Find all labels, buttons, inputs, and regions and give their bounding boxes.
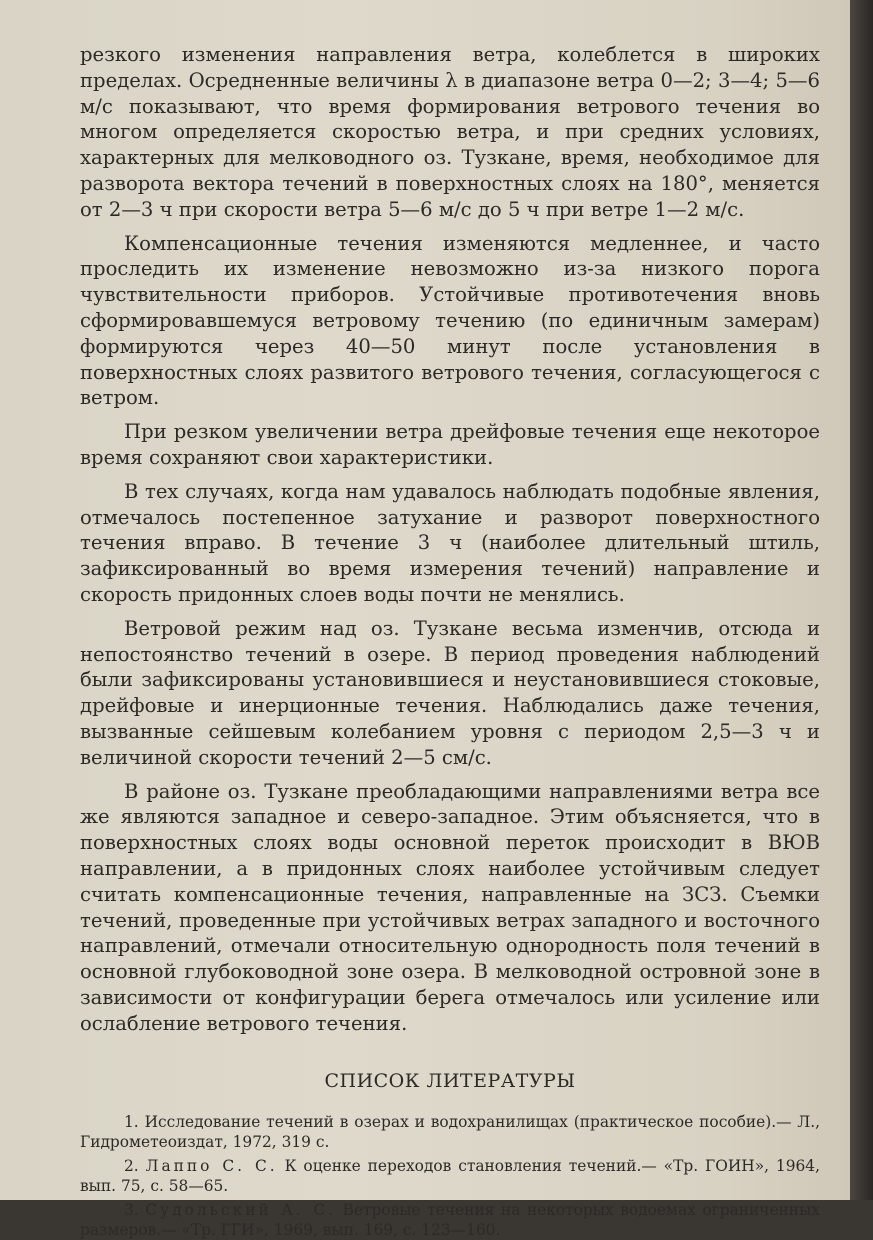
reference-author: Судольский А. С. <box>145 1201 337 1220</box>
reference-item: 3. Судольский А. С. Ветровые течения на некоторых водоемах ограниченных размеров.— «Тр. ГГИ», 1969, вып. 169, с. 123—160. <box>80 1201 820 1240</box>
reference-item: 2. Лаппо С. С. К оценке переходов становления течений.— «Тр. ГОИН», 1964, вып. 75, с. 58—65. <box>80 1157 820 1196</box>
body-text <box>80 42 820 1036</box>
paragraph-compensation-currents: Компенсационные течения изменяются медленнее, и часто проследить их изменение невозможно из-за низкого порога чувствительности приборов. Устойчивые противотечения вновь сформировавшемуся ветровому течению (по единичным замерам) формируются через 40—50 минут после установления в поверхностных слоях развитого ветрового течения, согласующегося с ветром. <box>80 231 820 410</box>
page-edge-shadow <box>850 0 873 1200</box>
reference-author: Лаппо С. С. <box>145 1157 278 1176</box>
reference-item: 1. Исследование течений в озерах и водохранилищах (практическое пособие).— Л., Гидрометеоиздат, 1972, 319 с. <box>80 1113 820 1152</box>
paragraph-continued: резкого изменения направления ветра, колеблется в широких пределах. Осредненные величины λ в диапазоне ветра 0—2; 3—4; 5—6 м/с показывают, что время формирования ветрового течения во многом определяется скоростью ветра, и при средних условиях, характерных для мелководного оз. Тузкане, время, необходимое для разворота вектора течений в поверхностных слоях на 180°, меняется от 2—3 ч при скорости ветра 5—6 м/с до 5 ч при ветре 1—2 м/с. <box>80 43 820 221</box>
paragraph-observations: В тех случаях, когда нам удавалось наблюдать подобные явления, отмечалось постепенное затухание и разворот поверхностного течения вправо. В течение 3 ч (наиболее длительный штиль, зафиксированный во время измерения течений) направление и скорость придонных слоев воды почти не менялись. <box>80 479 820 606</box>
references-title: СПИСОК ЛИТЕРАТУРЫ <box>324 1070 576 1093</box>
references-list <box>80 1112 820 1240</box>
paragraph-drift-currents: При резком увеличении ветра дрейфовые течения еще некоторое время сохраняют свои характеристики. <box>80 420 820 469</box>
paragraph-prevailing-winds: В районе оз. Тузкане преобладающими направлениями ветра все же являются западное и северо-западное. Этим объясняется, что в поверхностных слоях воды основной переток происходит в ВЮВ направлении, а в придонных слоях наиболее устойчивым следует считать компенсационные течения, направленные на ЗСЗ. Съемки течений, проведенные при устойчивых ветрах западного и восточного направлений, отмечали относительную однородность поля течений в основной глубоководной зоне озера. В мелководной островной зоне в зависимости от конфигурации берега отмечалось или усиление или ослабление ветрового течения. <box>80 779 820 1035</box>
paragraph-wind-regime: Ветровой режим над оз. Тузкане весьма изменчив, отсюда и непостоянство течений в озере. В период проведения наблюдений были зафиксированы установившиеся и неустановившиеся стоковые, дрейфовые и инерционные течения. Наблюдались даже течения, вызванные сейшевым колебанием уровня с периодом 2,5—3 ч и величиной скорости течений 2—5 см/с. <box>80 616 820 769</box>
